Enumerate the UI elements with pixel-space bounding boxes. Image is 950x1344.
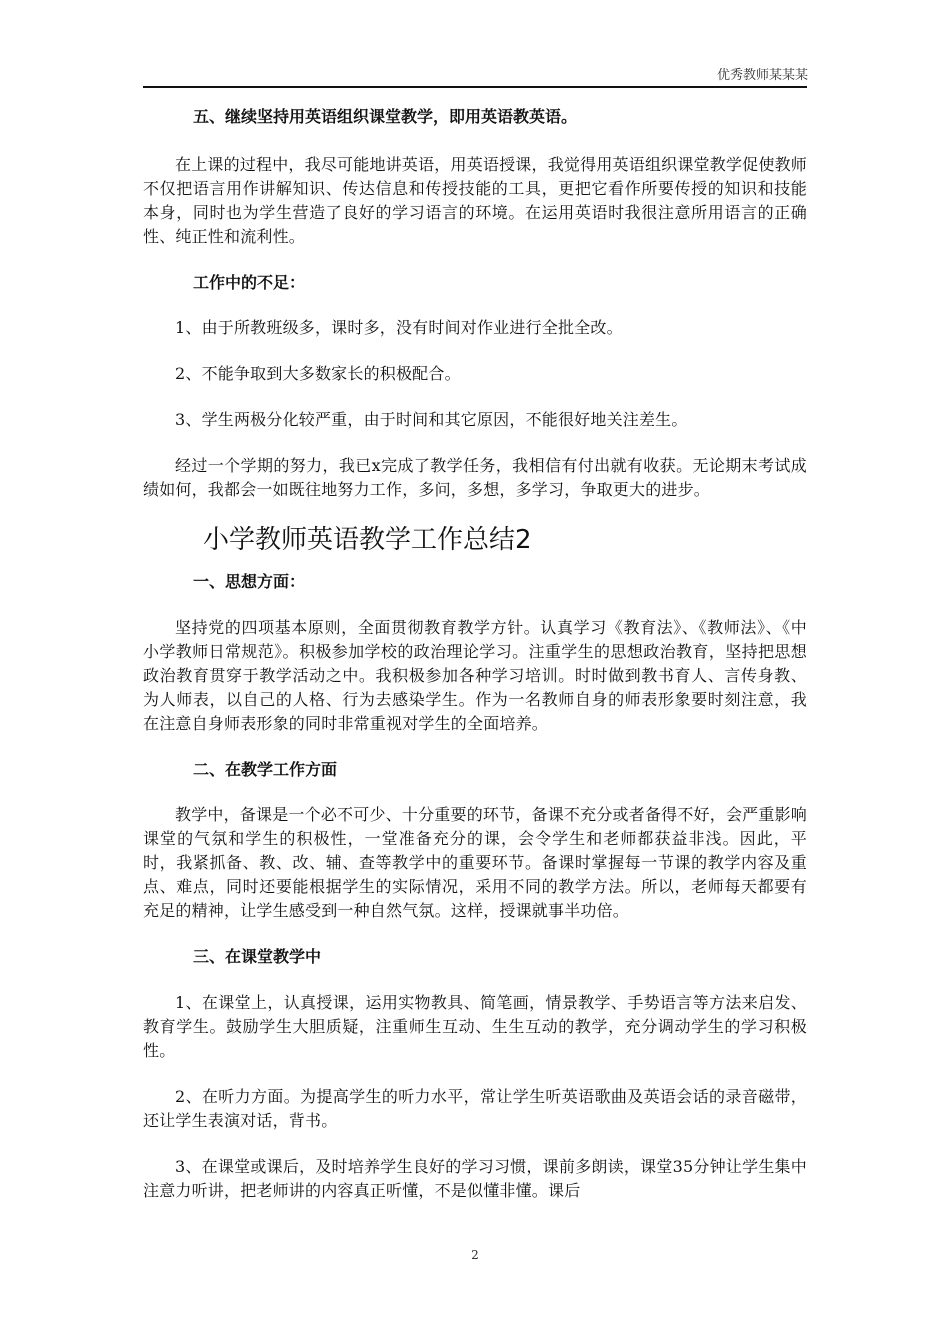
shortcomings-heading: 工作中的不足： [193,273,306,292]
header-divider [143,86,807,88]
document-title-2: 小学教师英语教学工作总结2 [203,525,532,555]
shortcoming-item-1: 1、由于所教班级多，课时多，没有时间对作业进行全批全改。 [175,318,623,337]
section-heading-1: 一、思想方面： [193,572,306,591]
section-heading-3: 三、在课堂教学中 [193,947,322,966]
document-body [143,103,807,1203]
shortcoming-item-2: 2、不能争取到大多数家长的积极配合。 [175,364,461,383]
section-heading-2: 二、在教学工作方面 [193,760,338,779]
paragraph-conclusion: 经过一个学期的努力，我已x完成了教学任务，我相信有付出就有收获。无论期末考试成绩如何，我都会一如既往地努力工作，多问，多想，多学习，争取更大的进步。 [143,456,807,499]
classroom-item-3: 3、在课堂或课后，及时培养学生良好的学习习惯，课前多朗读，课堂35分钟让学生集中注意力听讲，把老师讲的内容真正听懂，不是似懂非懂。课后 [143,1157,807,1200]
page-header-text: 优秀教师某某某 [716,68,808,83]
paragraph-english-teaching: 在上课的过程中，我尽可能地讲英语，用英语授课，我觉得用英语组织课堂教学促使教师不仅把语言用作讲解知识、传达信息和传授技能的工具，更把它看作所要传授的知识和技能本身，同时也为学生营造了良好的学习语言的环境。在运用英语时我很注意所用语言的正确性、纯正性和流利性。 [143,155,807,246]
paragraph-teaching-work: 教学中，备课是一个必不可少、十分重要的环节，备课不充分或者备得不好，会严重影响课堂的气氛和学生的积极性，一堂准备充分的课，会令学生和老师都获益非浅。因此，平时，我紧抓备、教、改、辅、查等教学中的重要环节。备课时掌握每一节课的教学内容及重点、难点，同时还要能根据学生的实际情况，采用不同的教学方法。所以，老师每天都要有充足的精神，让学生感受到一种自然气氛。这样，授课就事半功倍。 [143,805,807,920]
classroom-item-2: 2、在听力方面。为提高学生的听力水平，常让学生听英语歌曲及英语会话的录音磁带，还让学生表演对话，背书。 [143,1087,807,1130]
shortcoming-item-3: 3、学生两极分化较严重，由于时间和其它原因，不能很好地关注差生。 [175,410,688,429]
section-heading-5: 五、继续坚持用英语组织课堂教学，即用英语教英语。 [193,107,578,126]
classroom-item-1: 1、在课堂上，认真授课，运用实物教具、简笔画，情景教学、手势语言等方法来启发、教育学生。鼓励学生大胆质疑，注重师生互动、生生互动的教学，充分调动学生的学习积极性。 [143,993,807,1060]
paragraph-ideology: 坚持党的四项基本原则，全面贯彻教育教学方针。认真学习《教育法》、《教师法》、《中小学教师日常规范》。积极参加学校的政治理论学习。注重学生的思想政治教育，坚持把思想政治教育贯穿于教学活动之中。我积极参加各种学习培训。时时做到教书育人、言传身教、为人师表，以自己的人格、行为去感染学生。作为一名教师自身的师表形象要时刻注意，我在注意自身师表形象的同时非常重视对学生的全面培养。 [143,618,807,733]
page-number: 2 [471,1248,479,1262]
